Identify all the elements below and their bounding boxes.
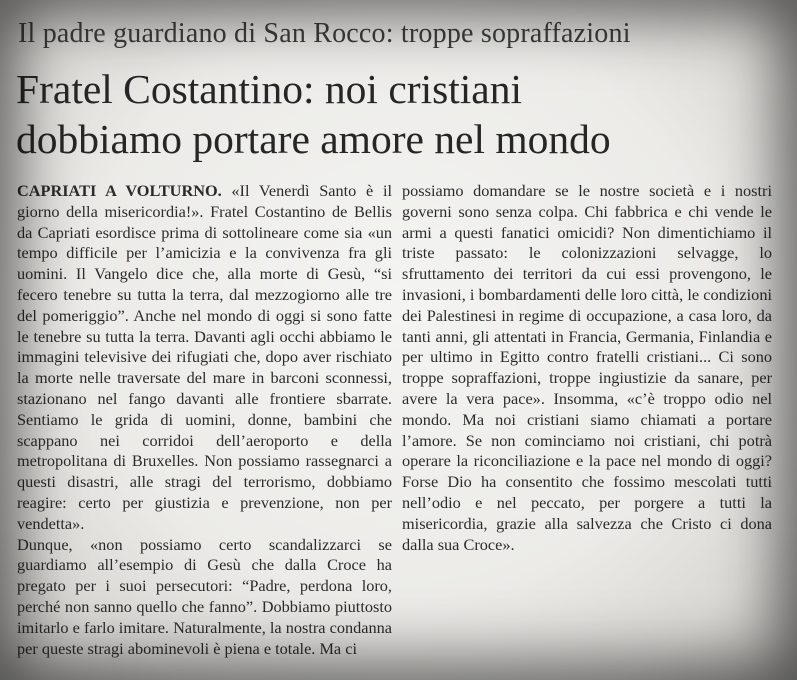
article-column-left: [17, 181, 392, 659]
article-column-right: [402, 181, 772, 555]
article-paragraph-2: Dunque, «non possiamo certo scandalizzarci se guardiamo all’esempio di Gesù che dalla Croce ha pregato per i suoi persecutori: “Padre, perdona loro, perché non sanno quello che fanno”. Dobbiamo piuttosto imitarlo e farlo imitare. Naturalmente, la nostra condanna per queste stragi abominevoli è piena e totale. Ma ci: [17, 534, 392, 658]
headline-line-2: dobbiamo portare amore nel mondo: [16, 116, 611, 162]
article-paragraph-1: [17, 181, 392, 535]
headline-line-1: Fratel Costantino: noi cristiani: [16, 66, 523, 112]
article-paragraph-2-continued: possiamo domandare se le nostre società e i nostri governi sono senza colpa. Chi fabbrica e chi vende le armi a questi fanatici omicidi? Non dimentichiamo il triste passato: le colonizzazioni selvagge, lo sfruttamento dei territori da cui essi provengono, le invasioni, i bombardamenti delle loro città, le condizioni dei Palestinesi in regime di occupazione, a casa loro, da tanti anni, gli attentati in Francia, Germania, Finlandia e per ultimo in Egitto contro fratelli cristiani... Ci sono troppe sopraffazioni, troppe ingiustizie da sanare, per avere la vera pace». Insomma, «c’è troppo odio nel mondo. Ma noi cristiani siamo chiamati a portare l’amore. Se non cominciamo noi cristiani, chi potrà operare la riconciliazione e la pace nel mondo di oggi? Forse Dio ha consentito che fossimo mescolati tutti nell’odio e nel peccato, per porgere a tutti la misericordia, grazie alla salvezza che Cristo ci dona dalla sua Croce».: [402, 181, 772, 554]
article-dateline: CAPRIATI A VOLTURNO.: [17, 181, 222, 200]
article-kicker: Il padre guardiano di San Rocco: troppe sopraffazioni: [18, 18, 631, 49]
article-headline: [16, 64, 791, 164]
paragraph-1-text: «Il Venerdì Santo è il giorno della misericordia!». Fratel Costantino de Bellis da Capriati esordisce prima di sottolineare come sia «un tempo difficile per l’amicizia e la convivenza fra gli uomini. Il Vangelo dice che, alla morte di Gesù, “si fecero tenebre su tutta la terra, dal mezzogiorno alle tre del pomeriggio”. Anche nel mondo di oggi si sono fatte le tenebre su tutta la terra. Davanti agli occhi abbiamo le immagini televisive dei rifugiati che, dopo aver rischiato la morte nelle traversate del mare in barconi sconnessi, stazionano nel fango davanti alle frontiere sbarrate. Sentiamo le grida di uomini, donne, bambini che scappano nei corridoi dell’aeroporto e della metropolitana di Bruxelles. Non possiamo rassegnarci a questi disastri, alle stragi del terrorismo, dobbiamo reagire: certo per giustizia e prevenzione, non per vendetta».: [17, 181, 392, 533]
